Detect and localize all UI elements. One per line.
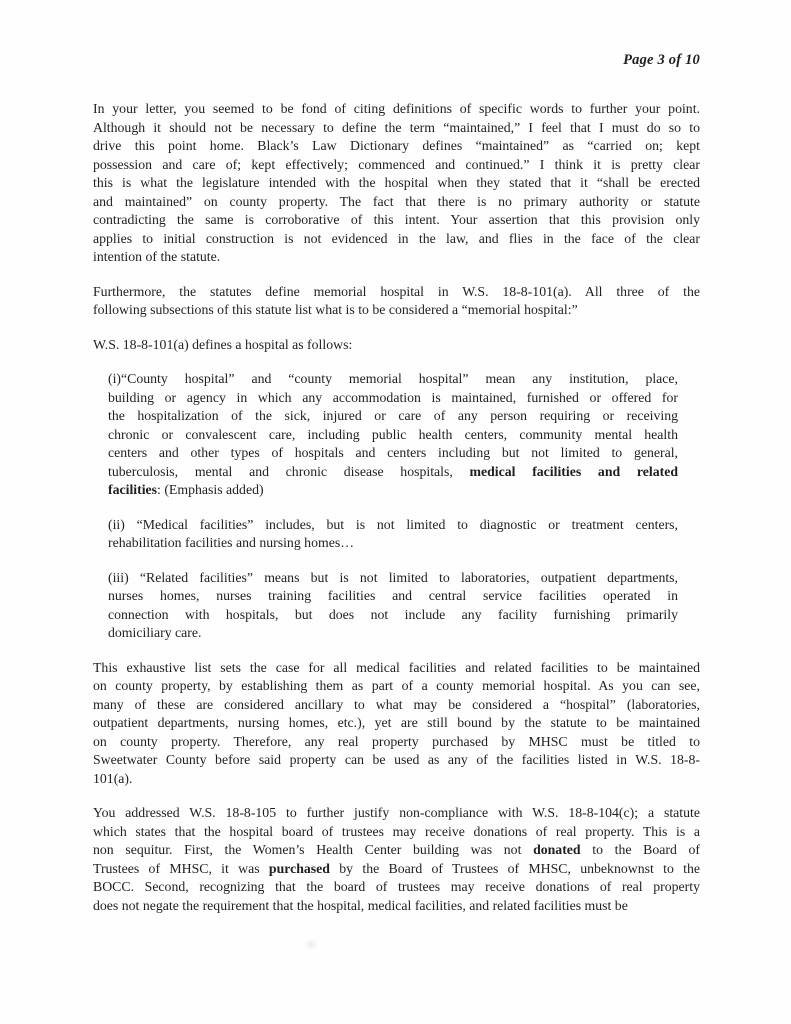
text-segment: possession and care of; kept effectively; commenced and continued.” I think it is pretty clear (93, 156, 700, 172)
text-segment: tuberculosis, mental and chronic disease hospitals, (108, 463, 470, 479)
text-segment: centers and other types of hospitals and centers including but not limited to general, (108, 445, 678, 460)
text-segment: nurses homes, nurses training facilities and central service facilities operated in (108, 588, 678, 603)
text-line (108, 606, 678, 625)
text-line (93, 804, 700, 823)
text-segment: BOCC. Second, recognizing that the board of trustees may receive donations of real property (93, 879, 700, 894)
bold-text-segment: donated (533, 842, 581, 857)
statute-quote-ii (108, 516, 678, 553)
text-segment: this is what the legislature intended with the hospital when they stated that it “shall be erected (93, 175, 700, 190)
text-line (93, 301, 700, 320)
text-line (108, 569, 678, 588)
text-segment: Although it should not be necessary to define the term “maintained,” I feel that I must do so to (93, 119, 700, 135)
text-segment: Furthermore, the statutes define memorial hospital in W.S. 18-8-101(a). All three of the (93, 283, 700, 299)
text-segment: (i)“County hospital” and “county memorial hospital” mean any institution, place, (108, 371, 678, 386)
bold-text-segment: facilities (108, 482, 158, 497)
text-segment: W.S. 18-8-101(a) defines a hospital as follows: (93, 336, 353, 352)
text-line (93, 770, 700, 789)
text-segment: does not negate the requirement that the hospital, medical facilities, and related facilities must be (93, 897, 628, 913)
text-segment: building or agency in which any accommodation is maintained, furnished or offered for (108, 389, 678, 405)
text-segment: Trustees of MHSC, it was (93, 860, 269, 876)
text-line (108, 587, 678, 606)
text-segment: You addressed W.S. 18-8-105 to further justify non-compliance with W.S. 18-8-104(c); a statute (93, 805, 700, 820)
text-line (108, 389, 678, 408)
text-segment: connection with hospitals, but does not include any facility furnishing primarily (108, 606, 678, 622)
text-segment: (iii) “Related facilities” means but is not limited to laboratories, outpatient departments, (108, 569, 678, 585)
text-line (93, 733, 700, 752)
text-line (108, 426, 678, 445)
text-segment: chronic or convalescent care, including public health centers, community mental health (108, 426, 678, 442)
text-line (93, 878, 700, 897)
document-body (93, 100, 700, 931)
page-number-header: Page 3 of 10 (623, 52, 700, 68)
text-line (93, 230, 700, 249)
text-segment: the hospitalization of the sick, injured or care of any person requiring or receiving (108, 408, 678, 423)
text-line (93, 677, 700, 696)
text-segment: domiciliary care. (108, 625, 202, 640)
text-segment: following subsections of this statute list what is to be considered a “memorial hospital:” (93, 302, 578, 317)
text-line (108, 481, 678, 500)
text-segment: by the Board of Trustees of MHSC, unbeknownst to the (329, 860, 700, 876)
text-line (108, 516, 678, 535)
text-line (93, 897, 700, 916)
text-line (108, 407, 678, 426)
statute-quote-iii (108, 569, 678, 643)
text-line (93, 860, 700, 879)
text-line (108, 534, 678, 553)
paragraph-1 (93, 100, 700, 267)
text-line (108, 370, 678, 389)
text-segment: drive this point home. Black’s Law Dictionary defines “maintained” as “carried on; kept (93, 138, 700, 153)
text-line (93, 283, 700, 302)
bold-text-segment: purchased (268, 860, 330, 876)
text-segment: on county property, by establishing them as part of a county memorial hospital. As you can see, (93, 678, 700, 693)
text-segment: rehabilitation facilities and nursing homes… (108, 535, 354, 550)
text-line (93, 751, 700, 770)
paragraph-4 (93, 804, 700, 915)
text-segment: contradicting the same is corroborative of this intent. Your assertion that this provision only (93, 212, 700, 227)
text-segment: 101(a). (93, 770, 133, 786)
text-segment: intention of the statute. (93, 249, 221, 264)
text-segment: and maintained” on county property. The fact that there is no primary authority or statute (93, 193, 700, 209)
text-segment: which states that the hospital board of trustees may receive donations of real property. This is a (93, 823, 700, 839)
text-segment: non sequitur. First, the Women’s Health Center building was not (93, 842, 534, 857)
text-segment: on county property. Therefore, any real property purchased by MHSC must be titled to (93, 733, 700, 749)
text-line (93, 659, 700, 678)
text-line (93, 156, 700, 175)
statute-quote-i (108, 370, 678, 500)
text-line (93, 174, 700, 193)
text-segment: (ii) “Medical facilities” includes, but is not limited to diagnostic or treatment centers, (108, 516, 678, 532)
text-line (93, 714, 700, 733)
text-segment: In your letter, you seemed to be fond of citing definitions of specific words to further your point. (93, 101, 700, 116)
bold-text-segment: medical facilities and related (469, 463, 678, 479)
text-line (93, 841, 700, 860)
text-line (93, 211, 700, 230)
text-line (108, 444, 678, 463)
text-line (108, 624, 678, 643)
scan-artifact (303, 938, 319, 951)
text-line (93, 248, 700, 267)
text-segment: applies to initial construction is not evidenced in the law, and flies in the face of the clear (93, 230, 700, 246)
paragraph-2 (93, 283, 700, 320)
statute-intro-line (93, 336, 700, 355)
text-line (108, 463, 678, 482)
text-segment: This exhaustive list sets the case for all medical facilities and related facilities to be maintained (93, 659, 700, 675)
text-line (93, 823, 700, 842)
text-segment: : (Emphasis added) (157, 482, 264, 497)
text-segment: to the Board of (580, 842, 700, 857)
text-line (93, 696, 700, 715)
text-segment: Sweetwater County before said property can be used as any of the facilities listed in W.S. 18-8- (93, 752, 700, 767)
text-line (93, 137, 700, 156)
text-line (93, 193, 700, 212)
text-segment: many of these are considered ancillary to what may be considered a “hospital” (laboratories, (93, 696, 700, 712)
text-line (93, 336, 700, 355)
paragraph-3 (93, 659, 700, 789)
text-segment: outpatient departments, nursing homes, etc.), yet are still bound by the statute to be maintained (93, 715, 700, 730)
text-line (93, 119, 700, 138)
text-line (93, 100, 700, 119)
